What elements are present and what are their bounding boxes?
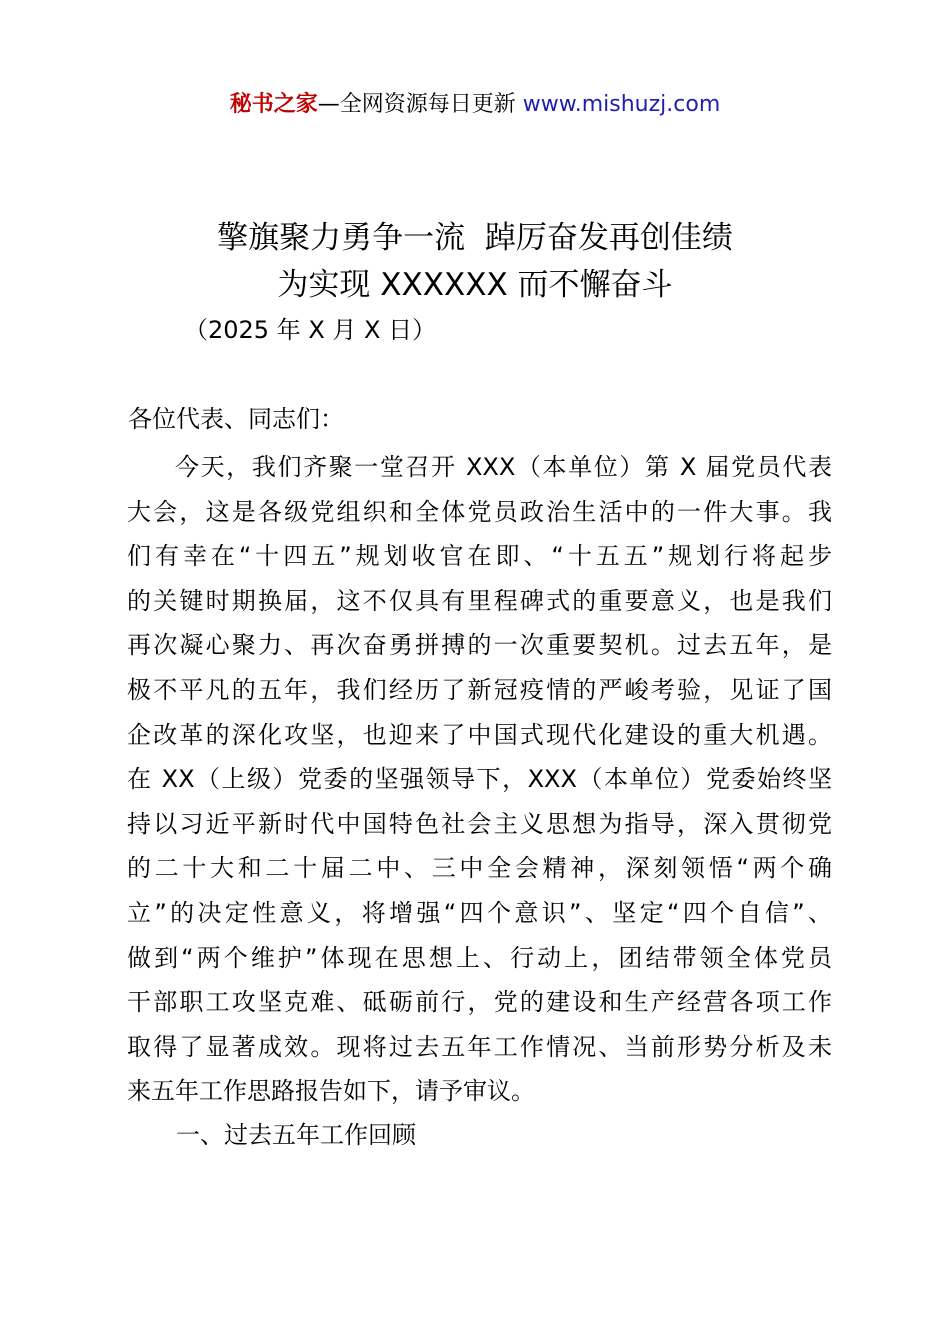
salutation: 各位代表、同志们： [128,405,344,433]
paragraph-line: 持以习近平新时代中国特色社会主义思想为指导，深入贯彻党 [127,809,832,838]
paragraph-line: 在 XX（上级）党委的坚强领导下，XXX（本单位）党委始终坚 [127,765,832,794]
document-title-line-1: 擎旗聚力勇争一流 踔厉奋发再创佳绩 [217,220,733,256]
brand-name: 秘书之家 [229,92,318,117]
paragraph-line: 们有幸在“十四五”规划收官在即、“十五五”规划行将起步 [127,542,832,571]
site-header [0,90,950,120]
paragraph-line: 极不平凡的五年，我们经历了新冠疫情的严峻考验，见证了国 [127,675,832,704]
paragraph-line: 大会，这是各级党组织和全体党员政治生活中的一件大事。我 [127,497,832,526]
section-heading: 一、过去五年工作回顾 [176,1121,416,1149]
document-title-line-2: 为实现 XXXXXX 而不懈奋斗 [277,267,673,303]
paragraph-line: 干部职工攻坚克难、砥砺前行，党的建设和生产经营各项工作 [127,988,832,1017]
document-date: （2025 年 X 月 X 日） [184,316,437,344]
paragraph-line: 做到“两个维护”体现在思想上、行动上，团结带领全体党员 [127,943,832,972]
paragraph-line: 取得了显著成效。现将过去五年工作情况、当前形势分析及未 [127,1032,832,1061]
paragraph-line: 今天，我们齐聚一堂召开 XXX（本单位）第 X 届党员代表 [175,453,832,481]
paragraph-line: 来五年工作思路报告如下，请予审议。 [127,1077,535,1106]
site-url-link[interactable]: www.mishuzj.com [522,92,721,117]
paragraph-line: 立”的决定性意义，将增强“四个意识”、坚定“四个自信”、 [127,898,832,927]
paragraph-line: 的关键时期换届，这不仅具有里程碑式的重要意义，也是我们 [127,586,832,615]
paragraph-line: 再次凝心聚力、再次奋勇拼搏的一次重要契机。过去五年，是 [127,631,832,660]
paragraph-line: 的二十大和二十届二中、三中全会精神，深刻领悟“两个确 [127,854,832,883]
report-paragraph [127,445,832,1114]
paragraph-line: 企改革的深化攻坚，也迎来了中国式现代化建设的重大机遇。 [127,720,832,749]
header-tagline: —全网资源每日更新 [317,92,516,117]
